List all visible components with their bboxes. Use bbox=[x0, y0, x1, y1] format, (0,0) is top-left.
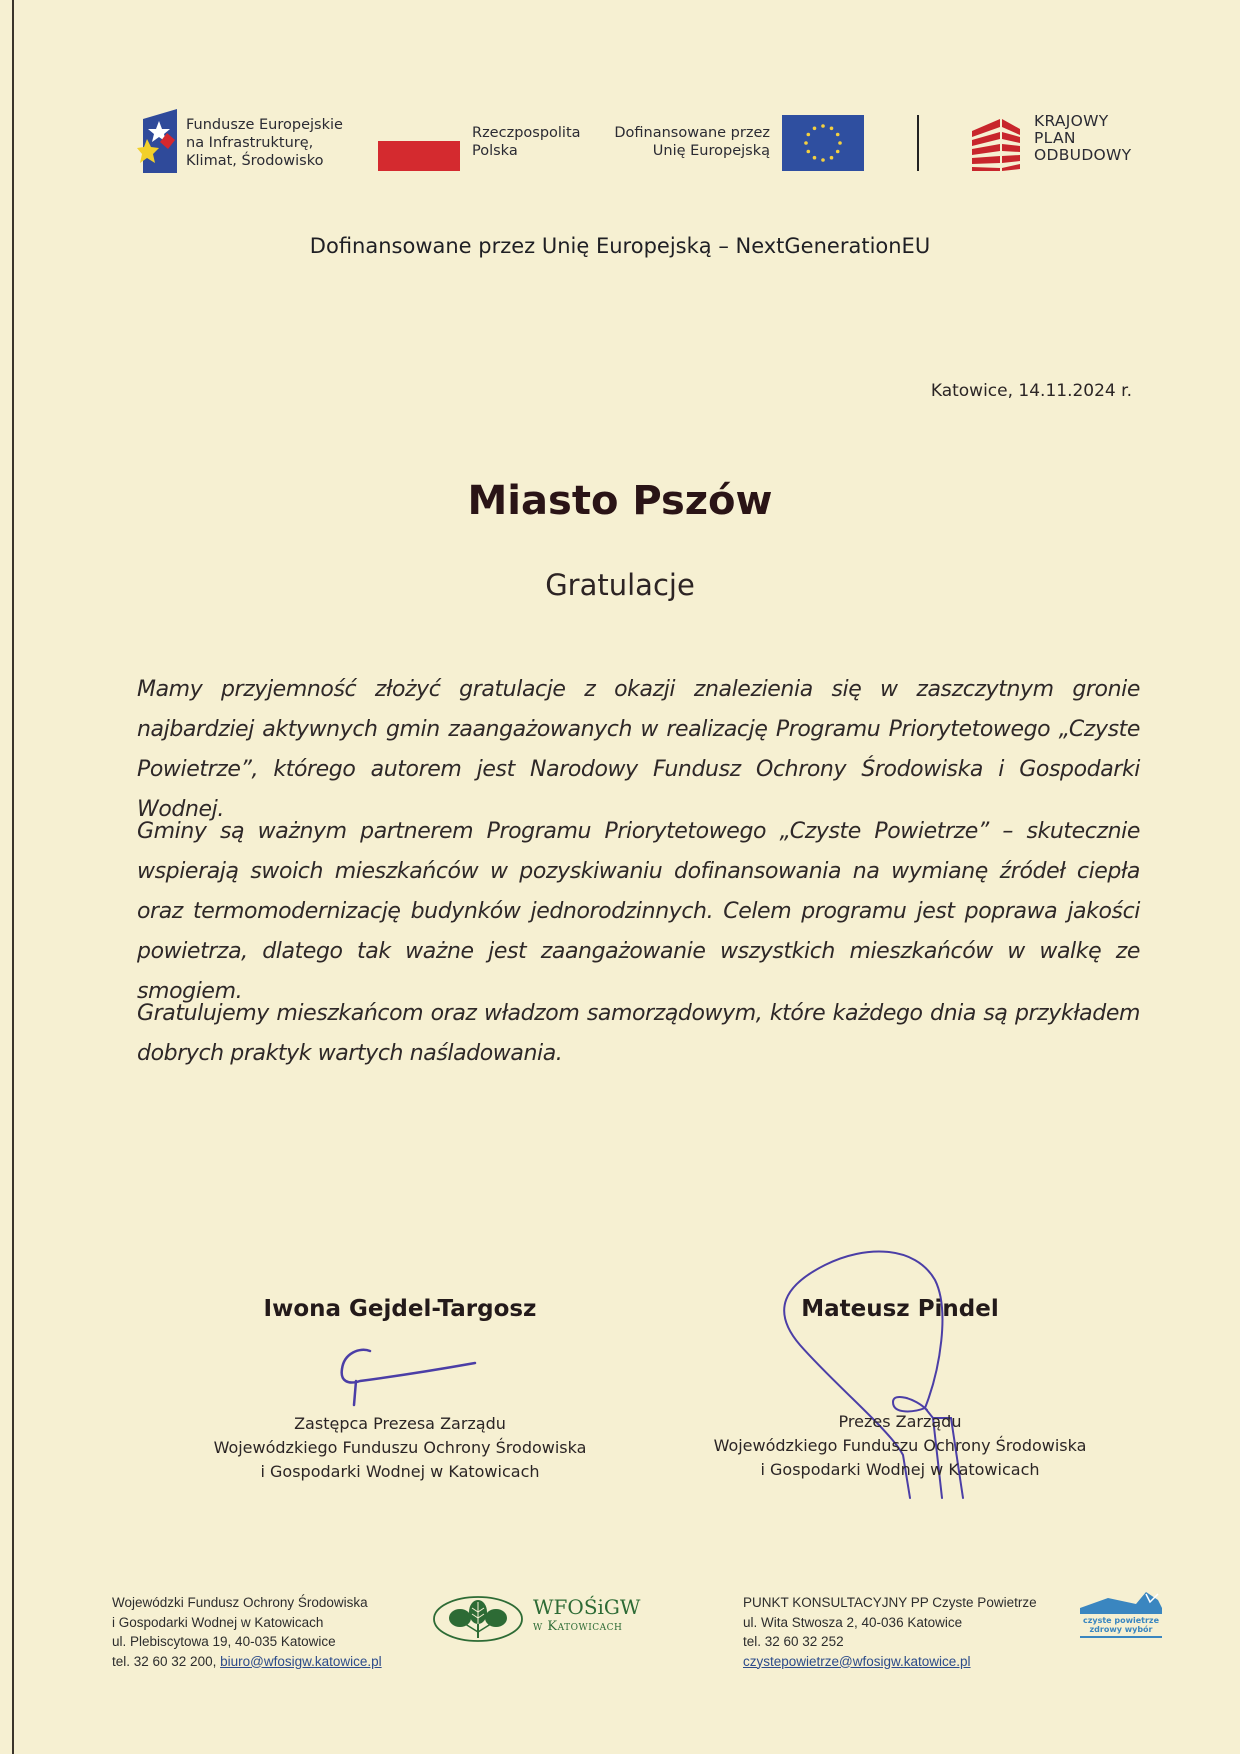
czyste-logo-line1: czyste powietrze bbox=[1082, 1616, 1160, 1625]
logo-line: Fundusze Europejskie bbox=[186, 117, 343, 133]
footer-line: tel. 32 60 32 252 bbox=[743, 1634, 844, 1649]
eu-star-icon bbox=[821, 124, 825, 128]
email-link[interactable]: biuro@wfosigw.katowice.pl bbox=[220, 1653, 382, 1669]
signatory-role bbox=[690, 1410, 1110, 1482]
signatory-name: Mateusz Pindel bbox=[801, 1296, 999, 1322]
body-paragraph: Gminy są ważnym partnerem Programu Priorytetowego „Czyste Powietrze” – skutecznie wspierają swoich mieszkańców w pozyskiwaniu dofinansowania na wymianę źródeł ciepła oraz termomodernizację budynków jednorodzinnych. Celem programu jest poprawa jakości powietrza, dlatego tak ważne jest zaangażowanie wszystkich mieszkańców w walkę ze smogiem. bbox=[137, 819, 1140, 1004]
footer-line: i Gospodarki Wodnej w Katowicach bbox=[112, 1614, 324, 1630]
place-date: Katowice, 14.11.2024 r. bbox=[930, 381, 1132, 401]
eu-star-icon bbox=[830, 127, 834, 131]
footer-address-consultation bbox=[743, 1593, 1037, 1671]
role-line: Prezes Zarządu bbox=[838, 1412, 962, 1431]
role-line: Zastępca Prezesa Zarządu bbox=[294, 1414, 506, 1433]
logo-line: ODBUDOWY bbox=[1034, 146, 1132, 164]
czyste-powietrze-logo-icon bbox=[1078, 1590, 1164, 1640]
role-line: Wojewódzkiego Funduszu Ochrony Środowiska bbox=[713, 1436, 1087, 1455]
logo-line: na Infrastrukturę, bbox=[186, 135, 314, 151]
role-line: i Gospodarki Wodnej w Katowicach bbox=[260, 1462, 540, 1481]
czyste-logo-line2: zdrowy wybór bbox=[1089, 1625, 1153, 1634]
footer-address-wfosigw bbox=[112, 1593, 382, 1671]
page-edge bbox=[12, 0, 14, 1754]
footer-line: Wojewódzki Fundusz Ochrony Środowiska bbox=[112, 1595, 368, 1610]
logo-line: Dofinansowane przez bbox=[614, 125, 770, 141]
logo-line: Klimat, Środowisko bbox=[186, 153, 324, 169]
funding-line: Dofinansowane przez Unię Europejską – NextGenerationEU bbox=[309, 234, 931, 258]
eu-star-icon bbox=[838, 141, 842, 145]
signatory-role bbox=[190, 1412, 610, 1484]
eu-star-icon bbox=[813, 127, 817, 131]
eu-flag-background bbox=[782, 115, 864, 171]
subject-heading: Gratulacje bbox=[545, 568, 695, 602]
kpo-text bbox=[1034, 113, 1131, 164]
logo-line: WFOŚiGW bbox=[533, 1595, 641, 1619]
logo-line: Unię Europejską bbox=[652, 143, 770, 159]
logo-line: w Katowicach bbox=[533, 1619, 623, 1634]
body-paragraph: Mamy przyjemność złożyć gratulacje z okazji znalezienia się w zaszczytnym gronie najbardziej aktywnych gmin zaangażowanych w realizację Programu Priorytetowego „Czyste Powietrze”, którego autorem jest Narodowy Fundusz Ochrony Środowiska i Gospodarki Wodnej. bbox=[137, 677, 1140, 822]
eu-star-icon bbox=[804, 141, 808, 145]
eu-star-icon bbox=[821, 158, 825, 162]
logo-line: PLAN bbox=[1034, 129, 1076, 147]
footer-phone: tel. 32 60 32 200, bbox=[112, 1653, 221, 1669]
eu-star-icon bbox=[830, 156, 834, 160]
rzeczpospolita-polska-text bbox=[472, 124, 581, 160]
fundusze-europejskie-logo-icon bbox=[137, 107, 179, 175]
signatory-name: Iwona Gejdel-Targosz bbox=[263, 1296, 537, 1322]
eu-star-icon bbox=[807, 150, 811, 154]
eu-funding-text bbox=[612, 124, 770, 160]
krajowy-plan-odbudowy-logo-icon bbox=[970, 115, 1022, 171]
footer-line: ul. Plebiscytowa 19, 40-035 Katowice bbox=[112, 1634, 336, 1649]
wfosigw-logo-text bbox=[533, 1596, 640, 1636]
email-link[interactable]: czystepowietrze@wfosigw.katowice.pl bbox=[743, 1653, 971, 1669]
role-line: Wojewódzkiego Funduszu Ochrony Środowiska bbox=[213, 1438, 587, 1457]
eu-flag-icon bbox=[782, 115, 864, 171]
eu-star-icon bbox=[813, 156, 817, 160]
header-divider bbox=[917, 115, 919, 171]
logo-line: Rzeczpospolita bbox=[472, 125, 581, 141]
footer-line: PUNKT KONSULTACYJNY PP Czyste Powietrze bbox=[743, 1595, 1037, 1610]
wfosigw-logo-icon bbox=[432, 1594, 524, 1644]
fundusze-europejskie-text bbox=[186, 116, 343, 170]
role-line: i Gospodarki Wodnej w Katowicach bbox=[760, 1460, 1040, 1479]
recipient-title: Miasto Pszów bbox=[467, 478, 773, 524]
footer-line: ul. Wita Stwosza 2, 40-036 Katowice bbox=[743, 1614, 963, 1630]
eu-star-icon bbox=[836, 150, 840, 154]
eu-star-icon bbox=[836, 133, 840, 137]
logo-line: Polska bbox=[472, 143, 518, 159]
footer-contact-line bbox=[112, 1652, 382, 1672]
eu-star-icon bbox=[807, 133, 811, 137]
body-paragraph: Gratulujemy mieszkańcom oraz władzom samorządowym, które każdego dnia są przykładem dobrych praktyk wartych naśladowania. bbox=[137, 1001, 1140, 1066]
signature-left-icon bbox=[330, 1345, 480, 1410]
polish-flag-icon bbox=[378, 141, 460, 171]
logo-line: KRAJOWY bbox=[1034, 112, 1109, 130]
